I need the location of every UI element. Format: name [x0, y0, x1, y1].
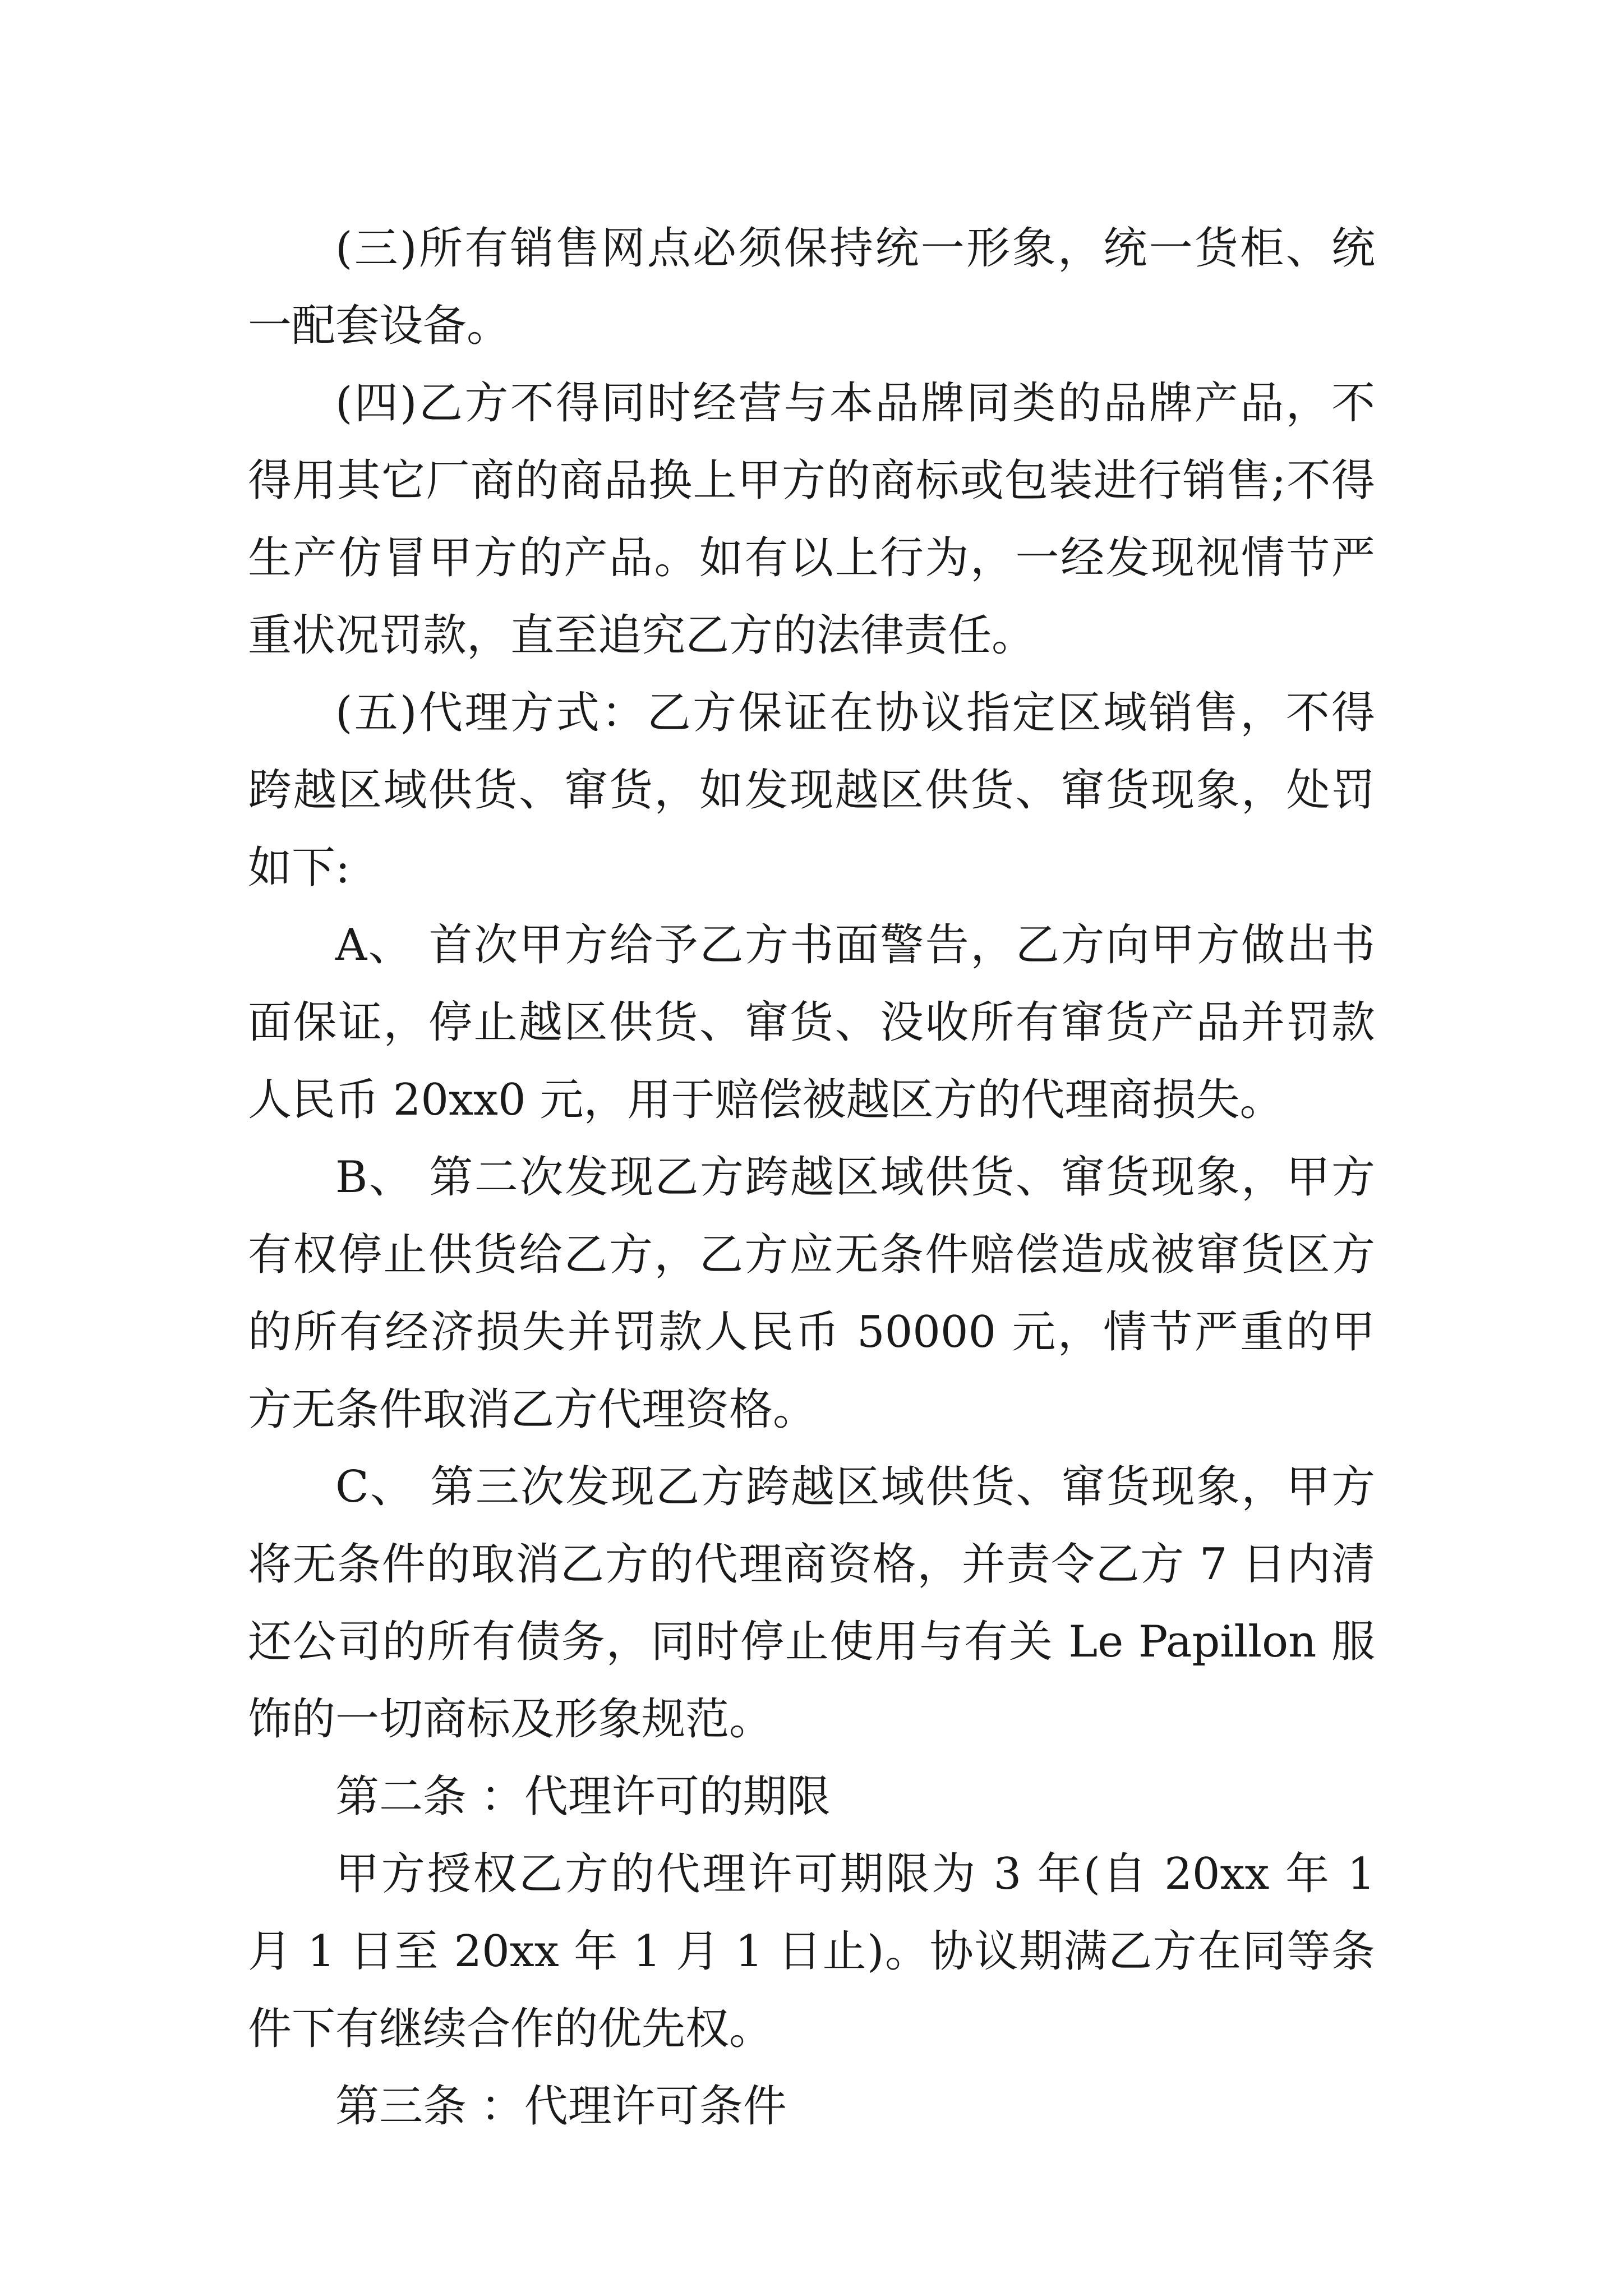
document-body: [248, 210, 1375, 2145]
paragraph-no-competing-brands: (四)乙方不得同时经营与本品牌同类的品牌产品，不得用其它厂商的商品换上甲方的商标或包装进行销售;不得生产仿冒甲方的产品。如有以上行为，一经发现视情节严重状况罚款，直至追究乙方的法律责任。: [248, 378, 1375, 661]
paragraph-unified-image: (三)所有销售网点必须保持统一形象，统一货柜、统一配套设备。: [248, 223, 1375, 351]
article-3-heading: 第三条 ：代理许可条件: [335, 2081, 787, 2132]
paragraph-penalty-b: B、 第二次发现乙方跨越区域供货、窜货现象，甲方有权停止供货给乙方，乙方应无条件赔偿造成被窜货区方的所有经济损失并罚款人民币 50000 元，情节严重的甲方无条件取消乙方代理资格。: [248, 1152, 1375, 1435]
paragraph-penalty-c: C、 第三次发现乙方跨越区域供货、窜货现象，甲方将无条件的取消乙方的代理商资格，并责令乙方 7 日内清还公司的所有债务，同时停止使用与有关 Le Papillon 服饰的一切商标及形象规范。: [248, 1462, 1375, 1745]
paragraph-agency-method: (五)代理方式：乙方保证在协议指定区域销售，不得跨越区域供货、窜货，如发现越区供货、窜货现象，处罚如下:: [248, 688, 1375, 893]
paragraph-license-term: 甲方授权乙方的代理许可期限为 3 年(自 20xx 年 1 月 1 日至 20xx 年 1 月 1 日止)。协议期满乙方在同等条件下有继续合作的优先权。: [248, 1849, 1375, 2054]
paragraph-penalty-a: A、 首次甲方给予乙方书面警告，乙方向甲方做出书面保证，停止越区供货、窜货、没收所有窜货产品并罚款人民币 20xx0 元，用于赔偿被越区方的代理商损失。: [248, 920, 1375, 1125]
article-2-heading: 第二条 ：代理许可的期限: [335, 1772, 831, 1822]
